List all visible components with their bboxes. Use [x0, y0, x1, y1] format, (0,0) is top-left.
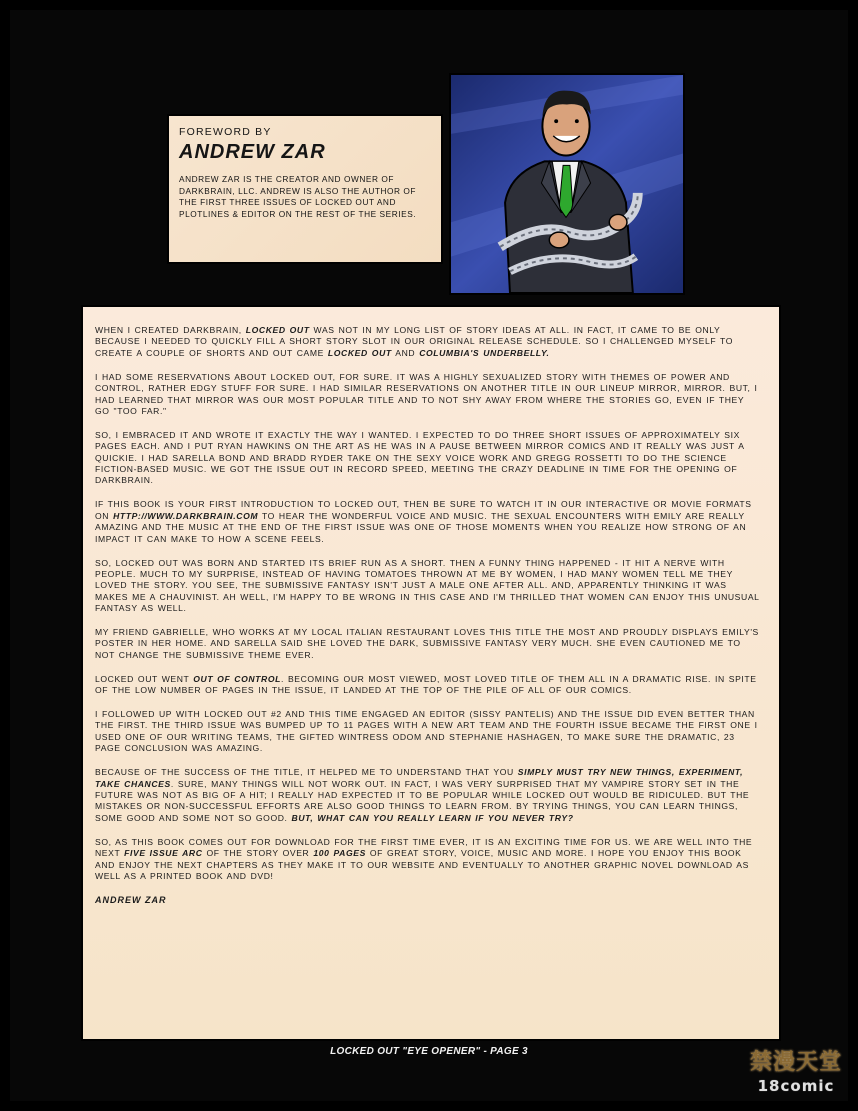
foreword-paragraph-1 [95, 325, 761, 359]
foreword-paragraph-10 [95, 837, 761, 883]
text-run: TO HEAR THE WONDERFUL VOICE AND MUSIC. THE SEXUAL ENCOUNTERS WITH EMILY ARE REALLY AMAZING AND THE MUSIC AT THE END OF THE FIRST ISSUE WAS ONE OF THOSE MOMENTS WHEN YOU REALIZE HOW STRONG OF AN IMPACT IT CAN MAKE TO HOW A SCENE FEELS. [95, 510, 747, 544]
emphasis: SIMPLY MUST TRY NEW THINGS, EXPERIMENT, TAKE CHANCES [95, 767, 744, 789]
text-run: SO, AS THIS BOOK COMES OUT FOR DOWNLOAD FOR THE FIRST TIME EVER, IT IS AN EXCITING TIME FOR US. WE ARE WELL INTO THE NEXT [95, 836, 753, 859]
foreword-paragraph-9 [95, 767, 761, 824]
title-emphasis: COLUMBIA'S UNDERBELLY. [419, 347, 550, 358]
text-run: OF THE STORY OVER [202, 848, 314, 859]
foreword-paragraph-3: SO, I EMBRACED IT AND WROTE IT EXACTLY THE WAY I WANTED. I EXPECTED TO DO THREE SHORT ISSUES OF APPROXIMATELY SIX PAGES EACH. AND I PUT RYAN HAWKINS ON THE ART AS HE WAS IN A PAUSE BETWEEN MIRROR COMICS AND IT REALLY WAS JUST A QUICKIE. I HAD SARELLA BOND AND BRADD RYDER TAKE ON THE SEXY VOICE WORK AND GREGG ROSSETTI TO DO THE SCIENCE FICTION-BASED MUSIC. WE GOT THE ISSUE OUT IN RECORD SPEED, MEETING THE CRAZY DEADLINE IN TIME FOR THE OPENING OF DARKBRAIN. [95, 429, 745, 486]
watermark-line-2: 18comic [757, 1077, 835, 1095]
title-emphasis: LOCKED OUT [245, 325, 310, 335]
emphasis: BUT, WHAT CAN YOU REALLY LEARN IF YOU NEVER TRY? [291, 812, 574, 823]
foreword-text-panel [81, 305, 781, 1041]
watermark-line-1: 禁漫天堂 [749, 1050, 842, 1075]
text-run: LOCKED OUT WENT [95, 673, 194, 684]
website-link[interactable]: HTTP://WWW.DARKBRAIN.COM [113, 510, 259, 521]
foreword-paragraph-5: SO, LOCKED OUT WAS BORN AND STARTED ITS BRIEF RUN AS A SHORT. THEN A FUNNY THING HAPPENED - IT HIT A NERVE WITH PEOPLE. MUCH TO MY SURPRISE, INSTEAD OF HAVING TOMATOES THROWN AT ME BY WOMEN, I HAD MANY WOMEN TELL ME THEY LOVED THE STORY. YOU SEE, THE SUBMISSIVE FANTASY ISN'T JUST A MALE ONE AFTER ALL. AND, APPARENTLY THINKING IT WAS MAKES ME A CHAUVINIST. AH WELL, I'M HAPPY TO BE WRONG IN THIS CASE AND I'M THRILLED THAT WOMEN CAN ENJOY THIS UNUSUAL FANTASY AS WELL. [95, 557, 760, 614]
foreword-paragraph-2: I HAD SOME RESERVATIONS ABOUT LOCKED OUT, FOR SURE. IT WAS A HIGHLY SEXUALIZED STORY WITH THEMES OF POWER AND CONTROL, RATHER EDGY STUFF FOR SURE. I HAD SIMILAR RESERVATIONS ON ANOTHER TITLE IN OUR LINEUP MIRROR, MIRROR. BUT, I HAD LEARNED THAT MIRROR WAS OUR MOST POPULAR TITLE AND TO NOT SHY AWAY FROM WHERE THE STORIES GO, EVEN IF THEY GO "TOO FAR." [95, 371, 758, 416]
text-run: WHEN I CREATED DARKBRAIN, [95, 325, 246, 335]
page-footer: LOCKED OUT "EYE OPENER" - PAGE 3 [330, 1046, 528, 1057]
author-bio: ANDREW ZAR IS THE CREATOR AND OWNER OF DARKBRAIN, LLC. ANDREW IS ALSO THE AUTHOR OF THE FIRST THREE ISSUES OF LOCKED OUT AND PLOTLINES & EDITOR ON THE REST OF THE SERIES. [179, 174, 417, 219]
foreword-paragraph-6: MY FRIEND GABRIELLE, WHO WORKS AT MY LOCAL ITALIAN RESTAURANT LOVES THIS TITLE THE MOST AND PROUDLY DISPLAYS EMILY'S POSTER IN HER HOME. AND SARELLA SAID SHE LOVED THE DARK, SUBMISSIVE FANTASY VERY MUCH. SHE EVEN CAUTIONED ME TO NOT CHANGE THE SUBMISSIVE THEME EVER. [95, 627, 759, 660]
caption-eyebrow: FOREWORD BY [179, 126, 272, 138]
text-run: BECAUSE OF THE SUCCESS OF THE TITLE, IT HELPED ME TO UNDERSTAND THAT YOU [95, 767, 518, 778]
emphasis: 100 PAGES [313, 848, 366, 859]
text-run: OF GREAT STORY, VOICE, MUSIC AND MORE. I HOPE YOU ENJOY THIS BOOK AND ENJOY THE NEXT CHAPTERS AS THEY MAKE IT TO OUR WEBSITE AND EVENTUALLY TO ANOTHER GRAPHIC NOVEL DOWNLOAD AS WELL AS A PRINTED BOOK AND DVD! [95, 848, 749, 881]
foreword-paragraph-8: I FOLLOWED UP WITH LOCKED OUT #2 AND THIS TIME ENGAGED AN EDITOR (SISSY PANTELIS) AND THE ISSUE DID EVEN BETTER THAN THE FIRST. THE THIRD ISSUE WAS BUMPED UP TO 11 PAGES WITH A NEW ART TEAM AND THE FOURTH ISSUE BECAME THE FIRST ONE I USED ONE OF OUR WRITING TEAMS, THE GIFTED WINTRESS ODOM AND STEPHANIE HASHAGEN, TO MAKE SURE THE DRAMATIC, 23 PAGE CONCLUSION WAS AMAZING. [95, 709, 758, 754]
emphasis: OUT OF CONTROL [193, 673, 281, 684]
foreword-paragraph-4 [95, 499, 761, 545]
text-run: . BECOMING OUR MOST VIEWED, MOST LOVED TITLE OF THEM ALL IN A DRAMATIC RISE. IN SPITE OF THE LOW NUMBER OF PAGES IN THE ISSUE, IT LANDED AT THE TOP OF THE PILE OF ALL OF OUR COMICS. [95, 673, 757, 696]
emphasis: FIVE ISSUE ARC [124, 848, 203, 859]
title-emphasis: LOCKED OUT [327, 347, 392, 358]
man-in-suit-holding-chain-icon [451, 75, 683, 293]
signature: ANDREW ZAR [95, 894, 167, 905]
text-run: AND [391, 347, 420, 358]
text-run: IF THIS BOOK IS YOUR FIRST INTRODUCTION TO LOCKED OUT, THEN BE SURE TO WATCH IT IN OUR INTERACTIVE OR MOVIE FORMATS ON [95, 499, 752, 521]
foreword-paragraph-7 [95, 674, 761, 697]
text-run: WAS NOT IN MY LONG LIST OF STORY IDEAS AT ALL. IN FACT, IT CAME TO BE ONLY BECAUSE I NEEDED TO QUICKLY FILL A SHORT STORY SLOT IN OUR ORIGINAL RELEASE SCHEDULE. SO I CHALLENGED MYSELF TO CREATE A COUPLE OF SHORTS AND OUT CAME [95, 325, 733, 358]
foreword-caption-box [167, 114, 443, 264]
text-run: . SURE, MANY THINGS WILL NOT WORK OUT. IN FACT, I WAS VERY SURPRISED THAT MY VAMPIRE STORY SET IN THE FUTURE WAS NOT AS BIG OF A HIT; I REALLY HAD EXPECTED IT TO BE POPULAR WHILE LOCKED OUT WOULD BE RIDICULED. BUT THE MISTAKES OR NON-SUCCESSFUL EFFORTS ARE ALSO GOOD THINGS TO LEARN FROM. BY TRYING THINGS, YOU CAN LEARN THINGS, SOME GOOD AND SOME NOT SO GOOD. [95, 778, 750, 823]
author-portrait [449, 73, 685, 295]
author-name: ANDREW ZAR [179, 141, 326, 163]
site-watermark [740, 1049, 852, 1109]
